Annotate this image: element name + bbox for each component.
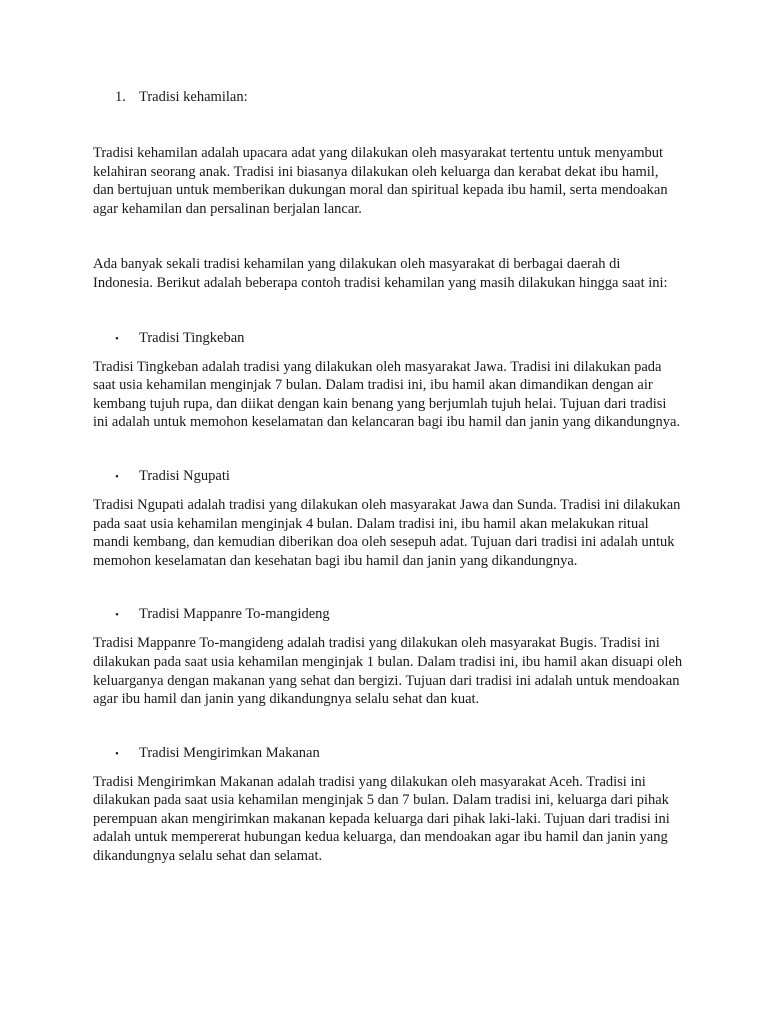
- bullet-item-mengirimkan-makanan: [115, 744, 683, 763]
- intro-paragraph: Tradisi kehamilan adalah upacara adat yang dilakukan oleh masyarakat tertentu untuk menyambut kelahiran seorang anak. Tradisi ini biasanya dilakukan oleh keluarga dan kerabat dekat ibu hamil, dan bertujuan untuk memberikan dukungan moral dan spiritual kepada ibu hamil, serta mendoakan agar kehamilan dan persalinan berjalan lancar.: [93, 145, 668, 217]
- section-paragraph: Tradisi Mappanre To-mangideng adalah tradisi yang dilakukan oleh masyarakat Bugis. Tradisi ini dilakukan pada saat usia kehamilan menginjak 1 bulan. Dalam tradisi ini, ibu hamil akan disuapi oleh keluarganya dengan makanan yang sehat dan bergizi. Tujuan dari tradisi ini adalah untuk mendoakan agar ibu hamil dan janin yang dikandungnya selalu sehat dan kuat.: [93, 635, 683, 708]
- bullet-item-tingkeban: [115, 329, 683, 348]
- bullet-icon: •: [115, 332, 119, 345]
- bullet-icon: •: [115, 609, 119, 622]
- bullet-icon: •: [115, 747, 119, 760]
- section-paragraph: Tradisi Mengirimkan Makanan adalah tradisi yang dilakukan oleh masyarakat Aceh. Tradisi ini dilakukan pada saat usia kehamilan menginjak 5 dan 7 bulan. Dalam tradisi ini, keluarga dari pihak perempuan akan mengirimkan makanan kepada keluarga dari pihak laki-laki. Tujuan dari tradisi ini adalah untuk mempererat hubungan kedua keluarga, dan mendoakan agar ibu hamil dan janin yang dikandungnya selalu sehat dan selamat.: [93, 773, 670, 865]
- bullet-title: Tradisi Mengirimkan Makanan: [139, 744, 320, 761]
- bullet-title: Tradisi Mappanre To-mangideng: [139, 606, 330, 623]
- numbered-heading: [115, 88, 683, 107]
- list-number: 1.: [115, 89, 126, 105]
- bullet-item-ngupati: [115, 467, 683, 486]
- section-paragraph: Tradisi Ngupati adalah tradisi yang dilakukan oleh masyarakat Jawa dan Sunda. Tradisi ini dilakukan pada saat usia kehamilan menginjak 4 bulan. Dalam tradisi ini, ibu hamil akan melakukan ritual mandi kembang, dan kemudian diberikan doa oleh sesepuh adat. Tujuan dari tradisi ini adalah untuk memohon keselamatan dan kesehatan bagi ibu hamil dan janin yang dikandungnya.: [93, 496, 681, 569]
- section-paragraph: Tradisi Tingkeban adalah tradisi yang dilakukan oleh masyarakat Jawa. Tradisi ini dilakukan pada saat usia kehamilan menginjak 7 bulan. Dalam tradisi ini, ibu hamil akan dimandikan dengan air kembang tujuh rupa, dan diikat dengan kain benang yang berjumlah tujuh helai. Tujuan dari tradisi ini adalah untuk memohon keselamatan dan kelancaran bagi ibu hamil dan janin yang dikandungnya.: [93, 358, 681, 431]
- bullet-icon: •: [115, 470, 119, 483]
- bullet-title: Tradisi Ngupati: [139, 467, 230, 484]
- document-page: [93, 88, 683, 866]
- bullet-title: Tradisi Tingkeban: [139, 329, 245, 346]
- bullet-item-mappanre: [115, 605, 683, 624]
- heading-title: Tradisi kehamilan:: [139, 89, 248, 105]
- overview-paragraph: Ada banyak sekali tradisi kehamilan yang dilakukan oleh masyarakat di berbagai daerah di Indonesia. Berikut adalah beberapa contoh tradisi kehamilan yang masih dilakukan hingga saat ini:: [93, 256, 668, 291]
